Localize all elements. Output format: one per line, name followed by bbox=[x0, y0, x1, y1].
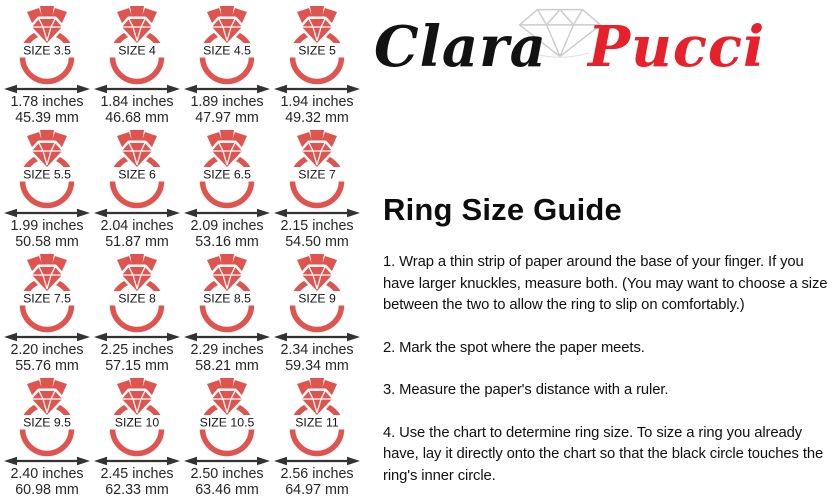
ring-diameter-mm: 45.39 mm bbox=[15, 109, 79, 126]
ring-diameter-mm: 64.97 mm bbox=[285, 481, 349, 498]
ring-diameter-mm: 46.68 mm bbox=[105, 109, 169, 126]
ring-measurements bbox=[92, 343, 182, 374]
ring-diamond-icon bbox=[122, 19, 152, 43]
ring-measurements bbox=[2, 343, 92, 374]
ring-diameter-inches: 2.45 inches bbox=[100, 466, 174, 482]
ring-size-cell bbox=[272, 6, 362, 130]
ring-size-label: SIZE 7 bbox=[298, 167, 336, 182]
ring-measurements bbox=[182, 467, 272, 498]
ring-size-cell bbox=[182, 130, 272, 254]
ring-measurements bbox=[182, 95, 272, 126]
ring-diameter-mm: 63.46 mm bbox=[195, 481, 259, 498]
ring-diamond-icon bbox=[302, 391, 332, 415]
ring-size-cell bbox=[182, 254, 272, 378]
ring-measurements bbox=[92, 95, 182, 126]
ring-diameter-inches: 1.94 inches bbox=[280, 94, 354, 110]
ring-size-label: SIZE 3.5 bbox=[23, 43, 71, 58]
ring-icon bbox=[272, 6, 362, 94]
ring-diameter-inches: 2.34 inches bbox=[280, 342, 354, 358]
ring-measurements bbox=[272, 95, 362, 126]
ring-measurements bbox=[182, 343, 272, 374]
ring-diamond-icon bbox=[212, 267, 242, 291]
ring-icon bbox=[182, 130, 272, 218]
diameter-arrow-icon bbox=[184, 457, 270, 466]
ring-diameter-mm: 50.58 mm bbox=[15, 233, 79, 250]
diameter-arrow-icon bbox=[184, 85, 270, 94]
ring-size-label: SIZE 6.5 bbox=[203, 167, 251, 182]
ring-icon bbox=[272, 378, 362, 466]
ring-icon bbox=[272, 254, 362, 342]
ring-diameter-inches: 2.29 inches bbox=[190, 342, 264, 358]
ring-diamond-icon bbox=[32, 391, 62, 415]
ring-diameter-mm: 55.76 mm bbox=[15, 357, 79, 374]
ring-icon bbox=[92, 254, 182, 342]
diameter-arrow-icon bbox=[274, 85, 360, 94]
ring-size-cell bbox=[2, 378, 92, 501]
ring-size-label: SIZE 7.5 bbox=[23, 291, 71, 306]
diameter-arrow-icon bbox=[184, 209, 270, 218]
info-panel bbox=[372, 0, 839, 501]
ring-icon bbox=[92, 378, 182, 466]
ring-diamond-icon bbox=[32, 19, 62, 43]
ring-icon bbox=[2, 254, 92, 342]
ring-diameter-mm: 62.33 mm bbox=[105, 481, 169, 498]
ring-diameter-mm: 60.98 mm bbox=[15, 481, 79, 498]
ring-measurements bbox=[272, 467, 362, 498]
ring-diamond-icon bbox=[302, 143, 332, 167]
diameter-arrow-icon bbox=[94, 85, 180, 94]
ring-size-label: SIZE 10.5 bbox=[199, 415, 255, 430]
brand-logo bbox=[374, 4, 814, 100]
ring-diamond-icon bbox=[32, 267, 62, 291]
ring-size-label: SIZE 9 bbox=[298, 291, 336, 306]
ring-size-cell bbox=[272, 378, 362, 501]
ring-diameter-inches: 1.78 inches bbox=[10, 94, 84, 110]
ring-diameter-inches: 2.09 inches bbox=[190, 218, 264, 234]
ring-size-cell bbox=[182, 6, 272, 130]
ring-icon bbox=[182, 6, 272, 94]
ring-diameter-inches: 2.04 inches bbox=[100, 218, 174, 234]
ring-diamond-icon bbox=[212, 19, 242, 43]
instructions-list bbox=[383, 252, 835, 501]
ring-size-cell bbox=[92, 6, 182, 130]
ring-size-cell bbox=[92, 254, 182, 378]
logo-word-clara: Clara bbox=[374, 14, 547, 80]
diameter-arrow-icon bbox=[4, 333, 90, 342]
ring-diameter-inches: 2.15 inches bbox=[280, 218, 354, 234]
diameter-arrow-icon bbox=[184, 333, 270, 342]
diameter-arrow-icon bbox=[274, 333, 360, 342]
instruction-step-4: 4. Use the chart to determine ring size. To size a ring you already have, lay it directly onto the chart so that the black circle touches the ring's inner circle. bbox=[383, 424, 824, 484]
ring-size-label: SIZE 8.5 bbox=[203, 291, 251, 306]
ring-diameter-mm: 49.32 mm bbox=[285, 109, 349, 126]
ring-size-label: SIZE 8 bbox=[118, 291, 156, 306]
ring-size-label: SIZE 4.5 bbox=[203, 43, 251, 58]
ring-diameter-inches: 2.50 inches bbox=[190, 466, 264, 482]
diameter-arrow-icon bbox=[274, 457, 360, 466]
ring-diameter-inches: 1.99 inches bbox=[10, 218, 84, 234]
ring-size-label: SIZE 6 bbox=[118, 167, 156, 182]
ring-icon bbox=[2, 6, 92, 94]
diameter-arrow-icon bbox=[274, 209, 360, 218]
ring-size-label: SIZE 4 bbox=[118, 43, 156, 58]
ring-diameter-mm: 47.97 mm bbox=[195, 109, 259, 126]
ring-size-cell bbox=[92, 378, 182, 501]
ring-size-label: SIZE 11 bbox=[295, 415, 339, 430]
ring-size-cell bbox=[2, 6, 92, 130]
ring-size-cell bbox=[2, 254, 92, 378]
instruction-step-2: 2. Mark the spot where the paper meets. bbox=[383, 339, 645, 356]
ring-diameter-inches: 1.84 inches bbox=[100, 94, 174, 110]
ring-diamond-icon bbox=[212, 143, 242, 167]
ring-size-label: SIZE 9.5 bbox=[23, 415, 71, 430]
diameter-arrow-icon bbox=[94, 457, 180, 466]
ring-diameter-mm: 57.15 mm bbox=[105, 357, 169, 374]
ring-diamond-icon bbox=[122, 267, 152, 291]
ring-icon bbox=[2, 378, 92, 466]
ring-measurements bbox=[182, 219, 272, 250]
ring-diameter-mm: 58.21 mm bbox=[195, 357, 259, 374]
ring-icon bbox=[272, 130, 362, 218]
ring-diameter-inches: 2.40 inches bbox=[10, 466, 84, 482]
diameter-arrow-icon bbox=[4, 85, 90, 94]
ring-diameter-inches: 1.89 inches bbox=[190, 94, 264, 110]
ring-measurements bbox=[272, 343, 362, 374]
ring-measurements bbox=[2, 95, 92, 126]
ring-icon bbox=[182, 378, 272, 466]
ring-icon bbox=[182, 254, 272, 342]
ring-measurements bbox=[2, 219, 92, 250]
diameter-arrow-icon bbox=[94, 209, 180, 218]
ring-icon bbox=[2, 130, 92, 218]
instruction-step-3: 3. Measure the paper's distance with a ruler. bbox=[383, 382, 669, 398]
ring-measurements bbox=[92, 467, 182, 498]
ring-diameter-mm: 54.50 mm bbox=[285, 233, 349, 250]
ring-size-cell bbox=[272, 254, 362, 378]
page-title: Ring Size Guide bbox=[383, 192, 622, 227]
ring-size-label: SIZE 5.5 bbox=[23, 167, 71, 182]
ring-size-chart bbox=[2, 6, 362, 501]
ring-diameter-inches: 2.56 inches bbox=[280, 466, 354, 482]
ring-diamond-icon bbox=[302, 19, 332, 43]
ring-diamond-icon bbox=[122, 143, 152, 167]
ring-size-label: SIZE 5 bbox=[298, 43, 336, 58]
diameter-arrow-icon bbox=[4, 457, 90, 466]
ring-measurements bbox=[272, 219, 362, 250]
ring-diameter-mm: 51.87 mm bbox=[105, 233, 169, 250]
ring-measurements bbox=[92, 219, 182, 250]
ring-icon bbox=[92, 6, 182, 94]
ring-size-label: SIZE 10 bbox=[114, 415, 160, 430]
ring-diamond-icon bbox=[302, 267, 332, 291]
ring-diamond-icon bbox=[32, 143, 62, 167]
ring-diameter-inches: 2.20 inches bbox=[10, 342, 84, 358]
ring-icon bbox=[92, 130, 182, 218]
diameter-arrow-icon bbox=[4, 209, 90, 218]
ring-size-cell bbox=[182, 378, 272, 501]
ring-size-cell bbox=[92, 130, 182, 254]
ring-diameter-mm: 53.16 mm bbox=[195, 233, 259, 250]
ring-diamond-icon bbox=[122, 391, 152, 415]
ring-size-cell bbox=[272, 130, 362, 254]
ring-diameter-inches: 2.25 inches bbox=[100, 342, 174, 358]
diameter-arrow-icon bbox=[94, 333, 180, 342]
logo-word-pucci: Pucci bbox=[588, 14, 766, 80]
ring-measurements bbox=[2, 467, 92, 498]
ring-diameter-mm: 59.34 mm bbox=[285, 357, 349, 374]
ring-diamond-icon bbox=[212, 391, 242, 415]
instruction-step-1: 1. Wrap a thin strip of paper around the base of your finger. If you have larger knuckles, measure both. (You may want to choose a size between the two to allow the ring to slip on comfortably.) bbox=[383, 254, 828, 313]
ring-size-cell bbox=[2, 130, 92, 254]
